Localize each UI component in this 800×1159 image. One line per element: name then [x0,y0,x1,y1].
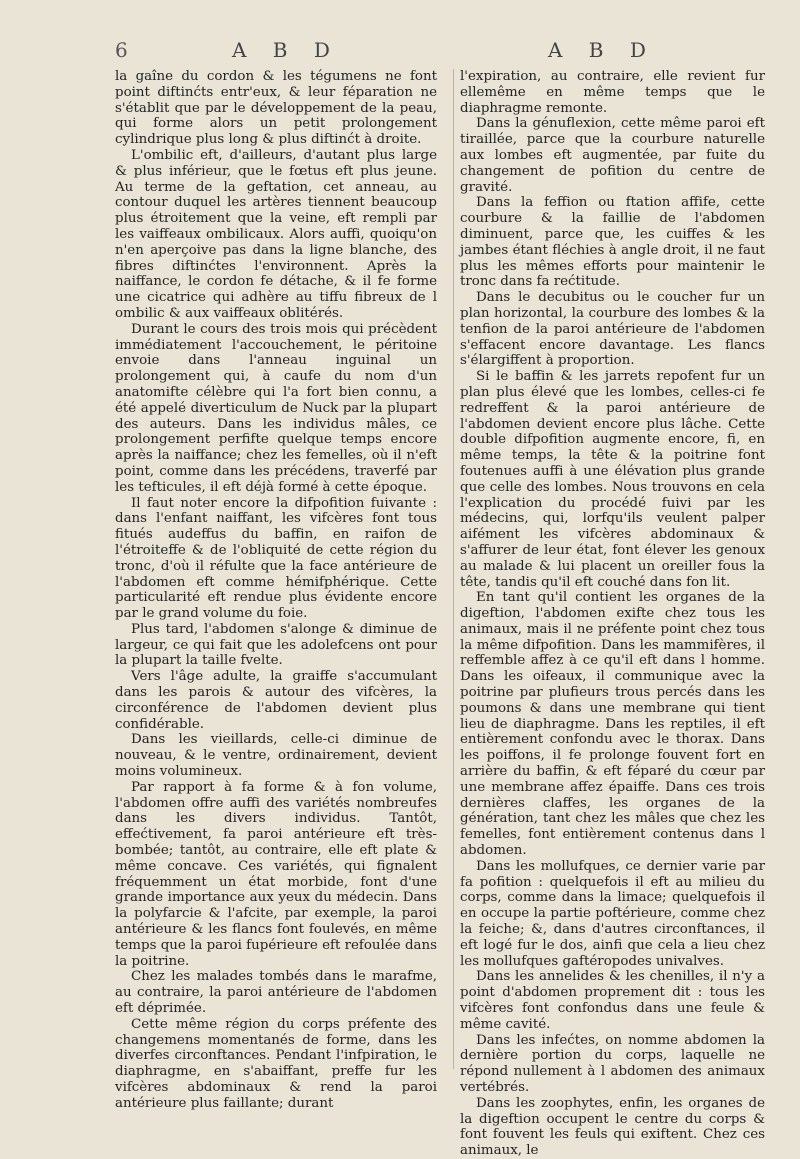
paragraph: Dans les zoophytes, enfin, les organes de la digeftion occupent le centre du corps & font fouvent les feuls qui exiftent. Chez ces animaux, le [460,1095,765,1159]
paragraph: Durant le cours des trois mois qui précèdent immédiatement l'accouchement, le péritoine envoie dans l'anneau inguinal un prolongement qui, à caufe du nom d'un anatomifte célèbre qui l'a fort bien connu, a été appelé diverticulum de Nuck par la plupart des auteurs. Dans les individus mâles, ce prolongement perfifte quelque temps encore après la naiffance; chez les femelles, où il n'eft point, comme dans les précédens, traverfé par les tefticules, il eft déjà formé à cette époque. [115,321,437,495]
running-head-left: A B D [232,38,340,62]
paragraph: Dans les vieillards, celle-ci diminue de nouveau, & le ventre, ordinairement, devient moins volumineux. [115,732,437,780]
paragraph: Chez les malades tombés dans le marafme, au contraire, la paroi antérieure de l'abdomen eft déprimée. [115,969,437,1017]
paragraph: Vers l'âge adulte, la graiffe s'accumulant dans les parois & autour des vifcères, la circonférence de l'abdomen devient plus confidérable. [115,669,437,732]
paragraph: Il faut noter encore la difpofition fuivante : dans l'enfant naiffant, les vifcères font tous fitués audeffus du baffin, en raifon de l'étroiteffe & de l'obliquité de cette région du tronc, d'où il réfulte que la face antérieure de l'abdomen eft comme hémifphérique. Cette particularité eft rendue plus évidente encore par le grand volume du foie. [115,495,437,622]
paragraph: Dans le decubitus ou le coucher fur un plan horizontal, la courbure des lombes & la tenfion de la paroi antérieure de l'abdomen s'effacent encore davantage. Les flancs s'élargiffent à proportion. [460,290,765,369]
left-column [115,69,437,1112]
paragraph: Si le baffin & les jarrets repofent fur un plan plus élevé que les lombes, celles-ci fe redreffent & la paroi antérieure de l'abdomen devient encore plus lâche. Cette double difpofition augmente encore, fi, en même temps, la tête & la poitrine font foutenues auffi à une élévation plus grande que celle des lombes. Nous trouvons en cela l'explication du procédé fuivi par les médecins, qui, lorfqu'ils veulent palper aifément les vifcères abdominaux & s'affurer de leur état, font élever les genoux au malade & lui placent un oreiller fous la tête, tandis qu'il eft couché dans fon lit. [460,369,765,590]
paragraph: Par rapport à fa forme & à fon volume, l'abdomen offre auffi des variétés nombreufes dans les divers individus. Tantôt, effećtivement, fa paroi antérieure eft très-bombée; tantôt, au contraire, elle eft plate & même concave. Ces variétés, qui fignalent fréquemment un état morbide, font d'une grande importance aux yeux du médecin. Dans la polyfarcie & l'afcite, par exemple, la paroi antérieure & les flancs font foulevés, en même temps que la paroi fupérieure eft refoulée dans la poitrine. [115,779,437,969]
column-divider [453,69,454,1069]
paragraph: la gaîne du cordon & les tégumens ne font point diftinćts entr'eux, & leur féparation ne s'établit que par le développement de la peau, qui forme alors un petit prolongement cylindrique plus long & plus diftinćt à droite. [115,69,437,148]
paragraph: En tant qu'il contient les organes de la digeftion, l'abdomen exifte chez tous les animaux, mais il ne préfente point chez tous la même difpofition. Dans les mammifères, il reffemble affez à ce qu'il eft dans l homme. Dans les oifeaux, il communique avec la poitrine par plufieurs trous percés dans les poumons & dans une membrane qui tient lieu de diaphragme. Dans les reptiles, il eft entièrement confondu avec le thorax. Dans les poiffons, il fe prolonge fouvent fort en arrière du baffin, & eft féparé du cœur par une membrane affez épaiffe. Dans ces trois dernières claffes, les organes de la génération, tant chez les mâles que chez les femelles, font entièrement contenus dans l abdomen. [460,590,765,859]
running-head-right: A B D [548,38,656,62]
paragraph: l'expiration, au contraire, elle revient fur ellemême en même temps que le diaphragme remonte. [460,69,765,116]
page-header [0,38,800,66]
paragraph: L'ombilic eft, d'ailleurs, d'autant plus large & plus inférieur, que le fœtus eft plus jeune. Au terme de la geftation, cet anneau, au contour duquel les artères tiennent beaucoup plus étroitement que la veine, eft rempli par les vaiffeaux ombilicaux. Alors auffi, quoiqu'on n'en aperçoive pas dans la ligne blanche, des fibres diftinćtes l'environnent. Après la naiffance, le cordon fe détache, & il fe forme une cicatrice qui adhère au tiffu fibreux de l ombilic & aux vaiffeaux oblitérés. [115,147,437,321]
paragraph: Dans les mollufques, ce dernier varie par fa pofition : quelquefois il eft au milieu du corps, comme dans la limace; quelquefois il en occupe la partie poftérieure, comme chez la feiche; &, dans d'autres circonftances, il eft logé fur le dos, ainfi que cela a lieu chez les mollufques gaftéropodes univalves. [460,858,765,969]
paragraph: Cette même région du corps préfente des changemens momentanés de forme, dans les diverfes circonftances. Pendant l'infpiration, le diaphragme, en s'abaiffant, preffe fur les vifcères abdominaux & rend la paroi antérieure plus faillante; durant [115,1016,437,1111]
right-column [460,69,765,1159]
paragraph: Dans la feffion ou ftation affife, cette courbure & la faillie de l'abdomen diminuent, parce que, les cuiffes & les jambes étant fléchies à angle droit, il ne faut plus les mêmes efforts pour maintenir le tronc dans fa rećtitude. [460,195,765,290]
paragraph: Plus tard, l'abdomen s'alonge & diminue de largeur, ce qui fait que les adolefcens ont pour la plupart la taille fvelte. [115,621,437,669]
paragraph: Dans les annelides & les chenilles, il n'y a point d'abdomen proprement dit : tous les vifcères font confondus dans une feule & même cavité. [460,969,765,1032]
paragraph: Dans la génuflexion, cette même paroi eft tiraillée, parce que la courbure naturelle aux lombes eft augmentée, par fuite du changement de pofition du centre de gravité. [460,116,765,195]
paragraph: Dans les infećtes, on nomme abdomen la dernière portion du corps, laquelle ne répond nullement à l abdomen des animaux vertébrés. [460,1032,765,1095]
page-number: 6 [115,38,128,62]
